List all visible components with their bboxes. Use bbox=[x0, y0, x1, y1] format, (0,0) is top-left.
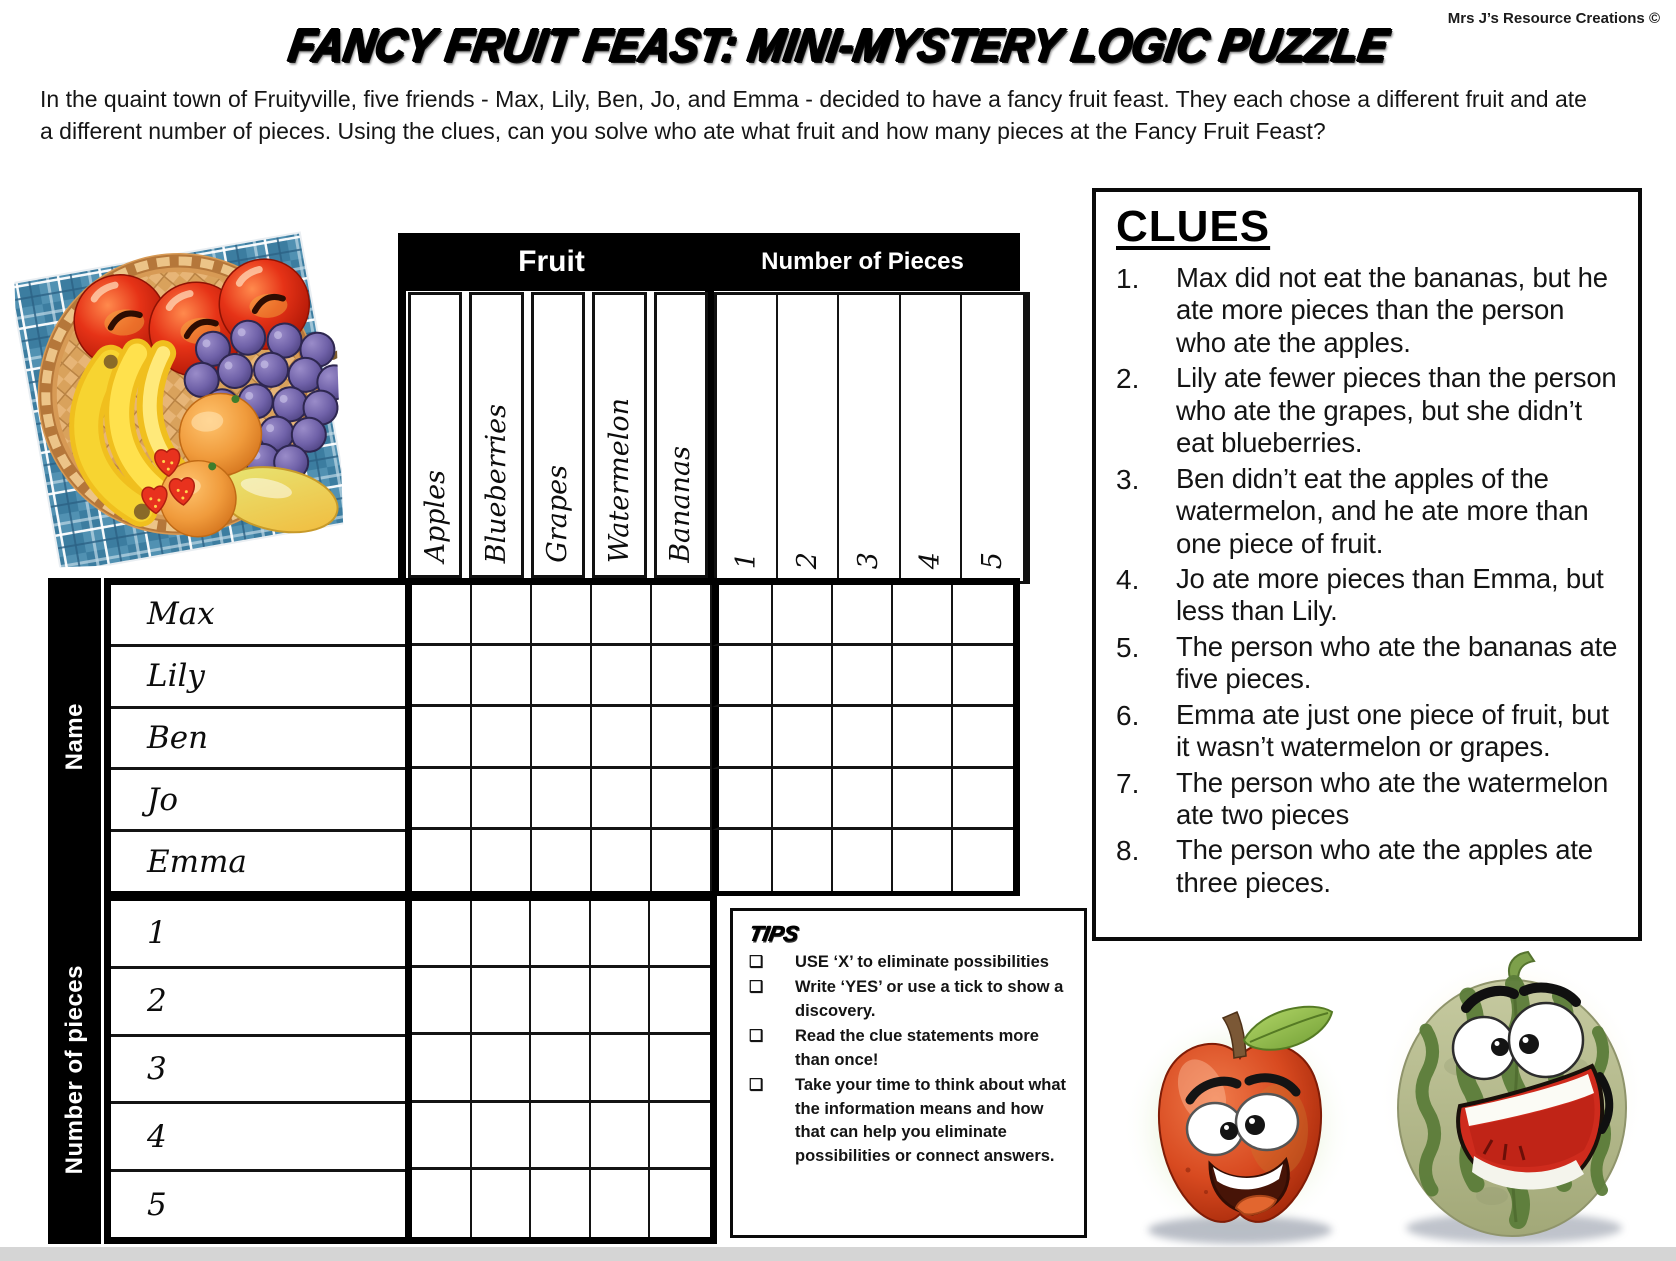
column-label-grapes bbox=[531, 292, 585, 578]
row-label-jo bbox=[111, 770, 405, 832]
grid-cell[interactable] bbox=[532, 646, 592, 707]
grid-cell[interactable] bbox=[591, 968, 651, 1035]
column-label-1 bbox=[717, 295, 778, 581]
clue-item bbox=[1116, 834, 1620, 899]
piece-row-labels bbox=[111, 901, 412, 1237]
grid-cell[interactable] bbox=[531, 1035, 591, 1102]
grid-cell[interactable] bbox=[953, 830, 1013, 891]
tip-item bbox=[749, 1074, 1072, 1170]
grid-cell[interactable] bbox=[773, 585, 833, 646]
label-text: Emma bbox=[147, 843, 247, 880]
grid-cell[interactable] bbox=[412, 968, 472, 1035]
label-text: Jo bbox=[147, 781, 179, 818]
grid-cell[interactable] bbox=[472, 901, 532, 968]
tips-list bbox=[749, 951, 1072, 1169]
clue-text: The person who ate the bananas ate five pieces. bbox=[1176, 630, 1618, 695]
grid-cell[interactable] bbox=[833, 646, 893, 707]
grid-cell[interactable] bbox=[893, 769, 953, 830]
grid-cell[interactable] bbox=[592, 707, 652, 768]
grid-cell[interactable] bbox=[472, 707, 532, 768]
intro-text: In the quaint town of Fruityville, five friends - Max, Lily, Ben, Jo, and Emma - decided to have a fancy fruit feast. They each chose a different fruit and ate a different number of pieces. Using the clues, can you solve who ate what fruit and how many pieces at the Fancy Fruit Feast? bbox=[40, 86, 1587, 144]
label-text: Lily bbox=[147, 658, 205, 695]
grid-cell[interactable] bbox=[472, 1170, 532, 1237]
column-label-2 bbox=[778, 295, 839, 581]
grid-piece-rows bbox=[104, 896, 717, 1244]
label-text: 3 bbox=[853, 551, 885, 569]
grid-cell[interactable] bbox=[412, 707, 472, 768]
label-text: Blueberries bbox=[481, 403, 513, 563]
grid-cell[interactable] bbox=[412, 1103, 472, 1170]
row-group-name bbox=[48, 578, 101, 896]
label-text: 5 bbox=[147, 1186, 167, 1223]
row-group-label-pieces: Number of pieces bbox=[60, 965, 88, 1175]
grid-cell[interactable] bbox=[472, 830, 532, 891]
grid-cell[interactable] bbox=[531, 901, 591, 968]
row-label-1 bbox=[111, 901, 405, 969]
grid-cell[interactable] bbox=[591, 1035, 651, 1102]
grid-cell[interactable] bbox=[650, 968, 710, 1035]
grid-cell[interactable] bbox=[893, 707, 953, 768]
grid-cell[interactable] bbox=[531, 968, 591, 1035]
grid-cell[interactable] bbox=[412, 646, 472, 707]
grid-cell[interactable] bbox=[893, 585, 953, 646]
label-text: 2 bbox=[147, 983, 167, 1020]
tip-item bbox=[749, 951, 1072, 975]
clue-number: 6. bbox=[1116, 699, 1140, 731]
grid-cell[interactable] bbox=[833, 707, 893, 768]
row-label-lily bbox=[111, 647, 405, 709]
grid-cell[interactable] bbox=[773, 707, 833, 768]
grid-cell[interactable] bbox=[652, 707, 712, 768]
column-label-watermelon bbox=[592, 292, 646, 578]
grid-cell[interactable] bbox=[412, 901, 472, 968]
column-label-blueberries bbox=[469, 292, 523, 578]
tip-text: USE ‘X’ to eliminate possibilities bbox=[795, 953, 1049, 971]
clue-number: 2. bbox=[1116, 363, 1140, 395]
grid-cell[interactable] bbox=[833, 769, 893, 830]
fruit-column-labels bbox=[408, 292, 708, 578]
grid-cell[interactable] bbox=[953, 769, 1013, 830]
grid-cell[interactable] bbox=[412, 1170, 472, 1237]
grid-cell[interactable] bbox=[592, 646, 652, 707]
row-label-4 bbox=[111, 1104, 405, 1172]
watermelon-character-illustration bbox=[1372, 944, 1652, 1256]
clue-number: 7. bbox=[1116, 767, 1140, 799]
grid-cell[interactable] bbox=[953, 646, 1013, 707]
grid-cell[interactable] bbox=[472, 1103, 532, 1170]
clue-number: 5. bbox=[1116, 631, 1140, 663]
tip-text: Write ‘YES’ or use a tick to show a discovery. bbox=[795, 977, 1064, 1020]
clue-text: The person who ate the apples ate three pieces. bbox=[1176, 834, 1593, 898]
name-rows-cells bbox=[412, 585, 1013, 891]
grid-cell[interactable] bbox=[712, 707, 772, 768]
grid-header-fruit bbox=[398, 233, 705, 291]
clue-item bbox=[1116, 767, 1620, 832]
grid-cell[interactable] bbox=[412, 830, 472, 891]
grid-cell[interactable] bbox=[650, 1103, 710, 1170]
pieces-column-labels bbox=[714, 292, 1030, 584]
clue-number: 1. bbox=[1116, 263, 1140, 294]
grid-cell[interactable] bbox=[412, 1035, 472, 1102]
label-text: 1 bbox=[147, 915, 167, 952]
tip-text: Read the clue statements more than once! bbox=[795, 1026, 1039, 1069]
label-text: 5 bbox=[976, 551, 1008, 569]
clue-item bbox=[1116, 563, 1620, 628]
attribution: Mrs J’s Resource Creations © bbox=[1447, 10, 1660, 27]
grid-cell[interactable] bbox=[591, 901, 651, 968]
grid-cell[interactable] bbox=[591, 1103, 651, 1170]
grid-cell[interactable] bbox=[712, 769, 772, 830]
grid-cell[interactable] bbox=[650, 901, 710, 968]
grid-cell[interactable] bbox=[773, 830, 833, 891]
grid-cell[interactable] bbox=[652, 646, 712, 707]
piece-rows-cells bbox=[412, 901, 710, 1237]
tip-item bbox=[749, 1025, 1072, 1073]
checkbox-icon: ❑ bbox=[749, 954, 764, 971]
label-text: Watermelon bbox=[603, 397, 635, 563]
grid-cell[interactable] bbox=[532, 707, 592, 768]
clues-box bbox=[1092, 188, 1642, 941]
label-text: Max bbox=[147, 596, 215, 633]
clues-list bbox=[1116, 262, 1620, 899]
row-label-5 bbox=[111, 1172, 405, 1237]
clue-item bbox=[1116, 262, 1620, 359]
tip-text: Take your time to think about what the information means and how that can help you eliminate possibilities or connect answers. bbox=[795, 1075, 1067, 1166]
clue-text: Emma ate just one piece of fruit, but it wasn’t watermelon or grapes. bbox=[1176, 698, 1609, 763]
grid-cell[interactable] bbox=[412, 585, 472, 646]
grid-cell[interactable] bbox=[472, 646, 532, 707]
column-label-apples bbox=[408, 292, 462, 578]
apple-character-illustration bbox=[1118, 978, 1363, 1258]
label-text: 3 bbox=[147, 1050, 167, 1087]
grid-cell[interactable] bbox=[650, 1170, 710, 1237]
clue-text: The person who ate the watermelon ate two pieces bbox=[1176, 766, 1609, 830]
label-text: 4 bbox=[147, 1118, 167, 1155]
clue-number: 8. bbox=[1116, 835, 1140, 867]
column-label-5 bbox=[962, 295, 1023, 581]
grid-cell[interactable] bbox=[412, 769, 472, 830]
grid-name-rows bbox=[104, 578, 1020, 896]
row-label-3 bbox=[111, 1037, 405, 1105]
label-text: Grapes bbox=[542, 465, 574, 563]
page-edge-strip bbox=[0, 1247, 1676, 1261]
clues-title: CLUES bbox=[1116, 202, 1271, 251]
grid-cell[interactable] bbox=[592, 769, 652, 830]
clue-number: 3. bbox=[1116, 463, 1140, 495]
grid-cell[interactable] bbox=[650, 1035, 710, 1102]
grid-cell[interactable] bbox=[472, 1035, 532, 1102]
grid-cell[interactable] bbox=[712, 830, 772, 891]
grid-cell[interactable] bbox=[893, 830, 953, 891]
checkbox-icon: ❑ bbox=[749, 1076, 764, 1094]
label-text: 1 bbox=[731, 551, 763, 569]
grid-cell[interactable] bbox=[472, 769, 532, 830]
tips-title: TIPS bbox=[746, 921, 801, 946]
grid-cell[interactable] bbox=[833, 830, 893, 891]
label-text: Ben bbox=[147, 719, 209, 756]
grid-cell[interactable] bbox=[773, 646, 833, 707]
grid-header-bar bbox=[398, 233, 1020, 291]
column-label-bananas bbox=[654, 292, 708, 578]
label-text: 2 bbox=[792, 551, 824, 569]
clue-text: Max did not eat the bananas, but he ate more pieces than the person who ate the apples. bbox=[1176, 262, 1608, 358]
label-text: Bananas bbox=[665, 446, 697, 563]
row-label-max bbox=[111, 585, 405, 647]
grid-cell[interactable] bbox=[953, 707, 1013, 768]
grid-cell[interactable] bbox=[893, 646, 953, 707]
grid-cell[interactable] bbox=[712, 646, 772, 707]
row-label-emma bbox=[111, 832, 405, 891]
tips-box bbox=[730, 908, 1087, 1238]
clue-item bbox=[1116, 699, 1620, 764]
clue-text: Jo ate more pieces than Emma, but less than Lily. bbox=[1176, 562, 1604, 627]
grid-cell[interactable] bbox=[652, 585, 712, 646]
row-group-label-name: Name bbox=[60, 703, 88, 771]
label-text: 4 bbox=[914, 551, 946, 569]
clue-text: Ben didn’t eat the apples of the watermelon, and he ate more than one piece of fruit. bbox=[1176, 462, 1589, 559]
row-label-2 bbox=[111, 969, 405, 1037]
grid-header-pieces bbox=[705, 233, 1020, 291]
grid-cell[interactable] bbox=[532, 769, 592, 830]
clue-text: Lily ate fewer pieces than the person who ate the grapes, but she didn’t eat blueberries. bbox=[1176, 362, 1617, 459]
column-label-3 bbox=[839, 295, 900, 581]
row-group-pieces bbox=[48, 896, 101, 1244]
grid-cell[interactable] bbox=[531, 1103, 591, 1170]
grid-divider bbox=[398, 290, 406, 579]
page-title: FANCY FRUIT FEAST: MINI-MYSTERY LOGIC PUZZLE bbox=[284, 20, 1392, 72]
fruit-basket-illustration bbox=[12, 193, 345, 569]
grid-cell[interactable] bbox=[712, 585, 772, 646]
clue-item bbox=[1116, 362, 1620, 459]
grid-cell[interactable] bbox=[532, 585, 592, 646]
grid-cell[interactable] bbox=[833, 585, 893, 646]
tip-item bbox=[749, 976, 1072, 1024]
grid-cell[interactable] bbox=[531, 1170, 591, 1237]
checkbox-icon: ❑ bbox=[749, 978, 764, 996]
grid-cell[interactable] bbox=[472, 585, 532, 646]
grid-cell[interactable] bbox=[652, 830, 712, 891]
grid-header-pieces-label: Number of Pieces bbox=[761, 248, 964, 275]
clue-item bbox=[1116, 631, 1620, 696]
grid-cell[interactable] bbox=[591, 1170, 651, 1237]
clue-number: 4. bbox=[1116, 563, 1140, 595]
grid-cell[interactable] bbox=[592, 830, 652, 891]
grid-cell[interactable] bbox=[532, 830, 592, 891]
checkbox-icon: ❑ bbox=[749, 1027, 764, 1045]
grid-cell[interactable] bbox=[472, 968, 532, 1035]
name-row-labels bbox=[111, 585, 412, 891]
row-label-ben bbox=[111, 709, 405, 771]
row-group-sidebar bbox=[48, 578, 101, 1244]
grid-cell[interactable] bbox=[773, 769, 833, 830]
column-label-4 bbox=[901, 295, 962, 581]
label-text: Apples bbox=[419, 470, 451, 563]
grid-cell[interactable] bbox=[592, 585, 652, 646]
grid-header-fruit-label: Fruit bbox=[518, 245, 585, 278]
grid-cell[interactable] bbox=[953, 585, 1013, 646]
clue-item bbox=[1116, 463, 1620, 560]
grid-cell[interactable] bbox=[652, 769, 712, 830]
